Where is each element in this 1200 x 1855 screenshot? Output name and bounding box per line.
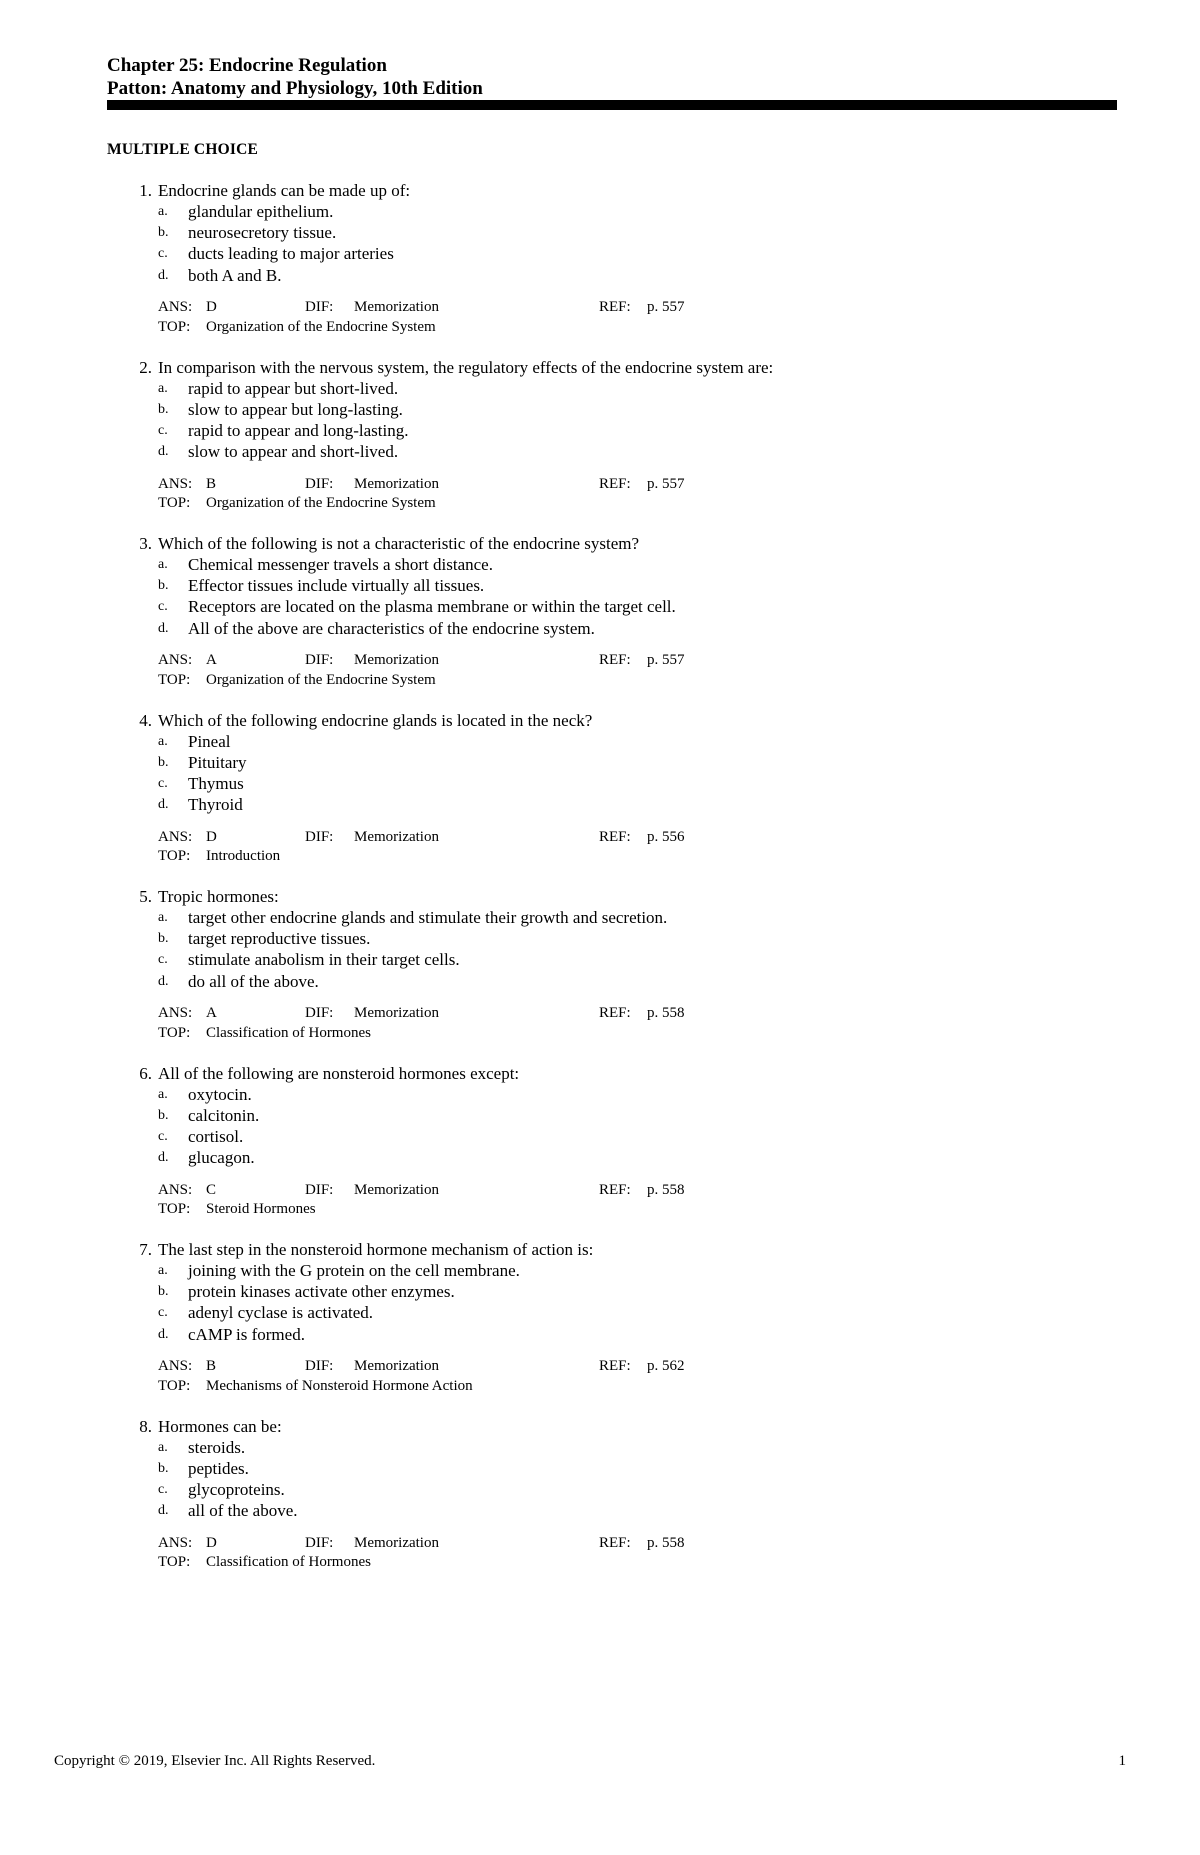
option-text: Pituitary bbox=[188, 752, 247, 772]
option-text: Thyroid bbox=[188, 795, 243, 815]
page-reference: p. 558 bbox=[647, 1534, 685, 1551]
ans-label: ANS: bbox=[158, 1534, 193, 1551]
reference-label: REF: bbox=[599, 652, 631, 668]
header-divider bbox=[107, 100, 1117, 110]
answer-key: B bbox=[206, 1358, 217, 1374]
option-text: Pineal bbox=[188, 731, 231, 751]
topic-label: TOP: bbox=[158, 848, 191, 864]
difficulty-label: DIF: bbox=[305, 1005, 334, 1021]
option-letter: b. bbox=[158, 1284, 169, 1300]
book-title: Patton: Anatomy and Physiology, 10th Edition bbox=[107, 78, 483, 99]
ans-label: ANS: bbox=[158, 1181, 193, 1198]
option-letter: b. bbox=[158, 401, 169, 417]
option-letter: a. bbox=[158, 733, 168, 749]
topic-value: Mechanisms of Nonsteroid Hormone Action bbox=[206, 1377, 473, 1394]
topic-label: TOP: bbox=[158, 495, 191, 511]
answer-key-row bbox=[158, 298, 858, 318]
answer-key-row bbox=[158, 1357, 858, 1377]
option-letter: b. bbox=[158, 1460, 169, 1476]
ans-label: ANS: bbox=[158, 475, 193, 492]
question-number: 2. bbox=[139, 357, 152, 377]
option-text: Effector tissues include virtually all tissues. bbox=[188, 576, 485, 596]
reference-label: REF: bbox=[599, 828, 631, 845]
answer-metadata bbox=[158, 1004, 858, 1043]
option-letter: a. bbox=[158, 910, 168, 925]
option-text: target other endocrine glands and stimulate their growth and secretion. bbox=[188, 908, 668, 927]
topic-row bbox=[158, 318, 858, 338]
difficulty-label: DIF: bbox=[305, 828, 334, 845]
answer-key: D bbox=[206, 299, 217, 315]
question-stem: Tropic hormones: bbox=[158, 887, 279, 906]
question-item bbox=[107, 710, 1117, 887]
option-text: All of the above are characteristics of the endocrine system. bbox=[188, 618, 595, 638]
page-reference: p. 558 bbox=[647, 1005, 685, 1021]
difficulty-value: Memorization bbox=[354, 652, 439, 668]
ans-label: ANS: bbox=[158, 1358, 193, 1374]
answer-key: B bbox=[206, 475, 217, 492]
option-text: calcitonin. bbox=[188, 1105, 260, 1125]
reference-label: REF: bbox=[599, 1005, 631, 1021]
topic-value: Classification of Hormones bbox=[206, 1024, 371, 1041]
ans-label: ANS: bbox=[158, 828, 193, 845]
answer-key-row bbox=[158, 651, 858, 671]
option-letter: c. bbox=[158, 1128, 168, 1144]
question-number: 7. bbox=[139, 1240, 152, 1259]
topic-label: TOP: bbox=[158, 671, 191, 688]
document-header bbox=[107, 54, 1117, 100]
ans-label: ANS: bbox=[158, 1005, 193, 1021]
question-stem: Which of the following endocrine glands is located in the neck? bbox=[158, 710, 593, 730]
option-text: oxytocin. bbox=[188, 1084, 252, 1104]
reference-label: REF: bbox=[599, 475, 631, 492]
option-letter: b. bbox=[158, 1107, 169, 1123]
option-text: both A and B. bbox=[188, 265, 282, 285]
option-letter: b. bbox=[158, 225, 169, 241]
page-reference: p. 562 bbox=[647, 1358, 685, 1374]
topic-value: Steroid Hormones bbox=[206, 1201, 316, 1217]
page-reference: p. 557 bbox=[647, 475, 685, 492]
difficulty-value: Memorization bbox=[354, 1181, 439, 1198]
page-reference: p. 557 bbox=[647, 299, 685, 315]
ans-label: ANS: bbox=[158, 652, 193, 668]
option-letter: d. bbox=[158, 1326, 169, 1342]
option-text: Thymus bbox=[188, 773, 244, 793]
option-text: joining with the G protein on the cell membrane. bbox=[188, 1261, 520, 1280]
topic-row bbox=[158, 671, 858, 691]
option-text: rapid to appear and long-lasting. bbox=[188, 420, 409, 440]
question-item bbox=[107, 1063, 1117, 1240]
difficulty-label: DIF: bbox=[305, 652, 334, 668]
answer-key-row bbox=[158, 828, 858, 848]
option-letter: a. bbox=[158, 1263, 168, 1278]
topic-row bbox=[158, 1553, 858, 1573]
option-text: Chemical messenger travels a short distance. bbox=[188, 555, 493, 574]
option-letter: c. bbox=[158, 246, 168, 262]
difficulty-value: Memorization bbox=[354, 299, 439, 315]
option-text: target reproductive tissues. bbox=[188, 929, 371, 949]
option-letter: a. bbox=[158, 204, 168, 219]
option-text: adenyl cyclase is activated. bbox=[188, 1303, 374, 1323]
difficulty-value: Memorization bbox=[354, 1534, 439, 1551]
page-number: 1 bbox=[1118, 1753, 1126, 1769]
option-letter: d. bbox=[158, 1150, 169, 1166]
reference-label: REF: bbox=[599, 299, 631, 315]
topic-row bbox=[158, 1377, 858, 1397]
option-text: steroids. bbox=[188, 1437, 246, 1457]
option-letter: c. bbox=[158, 952, 168, 968]
copyright-notice: Copyright © 2019, Elsevier Inc. All Rights Reserved. bbox=[54, 1753, 376, 1769]
option-letter: d. bbox=[158, 444, 169, 460]
option-text: glandular epithelium. bbox=[188, 202, 334, 221]
question-item bbox=[107, 1239, 1117, 1416]
option-text: all of the above. bbox=[188, 1501, 298, 1521]
question-stem: Endocrine glands can be made up of: bbox=[158, 181, 411, 200]
option-text: stimulate anabolism in their target cells. bbox=[188, 950, 460, 970]
question-stem: Hormones can be: bbox=[158, 1416, 282, 1436]
option-text: neurosecretory tissue. bbox=[188, 223, 337, 243]
reference-label: REF: bbox=[599, 1358, 631, 1374]
option-letter: d. bbox=[158, 620, 169, 636]
topic-label: TOP: bbox=[158, 1554, 191, 1570]
option-text: cortisol. bbox=[188, 1126, 244, 1146]
topic-value: Organization of the Endocrine System bbox=[206, 495, 436, 511]
answer-key: A bbox=[206, 1005, 217, 1021]
option-text: slow to appear and short-lived. bbox=[188, 442, 399, 462]
answer-key-row bbox=[158, 475, 858, 495]
option-text: ducts leading to major arteries bbox=[188, 244, 394, 264]
option-text: Receptors are located on the plasma membrane or within the target cell. bbox=[188, 597, 676, 617]
topic-label: TOP: bbox=[158, 1377, 191, 1394]
difficulty-value: Memorization bbox=[354, 828, 439, 845]
option-text: peptides. bbox=[188, 1458, 249, 1478]
topic-value: Introduction bbox=[206, 848, 281, 864]
option-text: rapid to appear but short-lived. bbox=[188, 378, 399, 398]
answer-key-row bbox=[158, 1181, 858, 1201]
question-item bbox=[107, 180, 1117, 357]
page-reference: p. 556 bbox=[647, 828, 685, 845]
option-letter: b. bbox=[158, 578, 169, 594]
question-stem: All of the following are nonsteroid hormones except: bbox=[158, 1063, 520, 1083]
option-letter: a. bbox=[158, 1439, 168, 1455]
difficulty-label: DIF: bbox=[305, 299, 334, 315]
topic-value: Classification of Hormones bbox=[206, 1554, 371, 1570]
difficulty-label: DIF: bbox=[305, 1181, 334, 1198]
answer-key: D bbox=[206, 828, 217, 845]
reference-label: REF: bbox=[599, 1534, 631, 1551]
question-number: 4. bbox=[139, 710, 152, 730]
option-letter: d. bbox=[158, 973, 169, 989]
page-reference: p. 558 bbox=[647, 1181, 685, 1198]
question-item bbox=[107, 1416, 1117, 1593]
topic-row bbox=[158, 847, 858, 867]
answer-metadata bbox=[158, 1181, 858, 1220]
difficulty-value: Memorization bbox=[354, 475, 439, 492]
option-letter: b. bbox=[158, 931, 169, 947]
option-text: cAMP is formed. bbox=[188, 1324, 305, 1344]
topic-row bbox=[158, 1024, 858, 1044]
topic-row bbox=[158, 1200, 858, 1220]
option-letter: c. bbox=[158, 1481, 168, 1497]
question-stem: In comparison with the nervous system, the regulatory effects of the endocrine system are: bbox=[158, 357, 774, 377]
option-letter: a. bbox=[158, 380, 168, 396]
answer-key: C bbox=[206, 1181, 217, 1198]
topic-label: TOP: bbox=[158, 318, 191, 335]
question-item bbox=[107, 886, 1117, 1063]
question-stem: Which of the following is not a characteristic of the endocrine system? bbox=[158, 534, 640, 553]
option-letter: a. bbox=[158, 557, 168, 572]
option-letter: c. bbox=[158, 1305, 168, 1321]
topic-label: TOP: bbox=[158, 1024, 191, 1041]
answer-metadata bbox=[158, 475, 858, 514]
answer-metadata bbox=[158, 1534, 858, 1573]
option-text: do all of the above. bbox=[188, 971, 319, 991]
ans-label: ANS: bbox=[158, 299, 193, 315]
difficulty-value: Memorization bbox=[354, 1358, 439, 1374]
question-number: 3. bbox=[139, 534, 152, 553]
difficulty-value: Memorization bbox=[354, 1005, 439, 1021]
option-text: protein kinases activate other enzymes. bbox=[188, 1282, 455, 1302]
difficulty-label: DIF: bbox=[305, 475, 334, 492]
answer-metadata bbox=[158, 651, 858, 690]
answer-metadata bbox=[158, 298, 858, 337]
option-letter: d. bbox=[158, 797, 169, 813]
question-number: 8. bbox=[139, 1416, 152, 1436]
option-letter: c. bbox=[158, 599, 168, 615]
option-letter: c. bbox=[158, 775, 168, 791]
option-text: glucagon. bbox=[188, 1148, 255, 1168]
answer-key: D bbox=[206, 1534, 217, 1551]
answer-key: A bbox=[206, 652, 217, 668]
option-letter: d. bbox=[158, 267, 169, 283]
question-list bbox=[107, 180, 1117, 1592]
topic-label: TOP: bbox=[158, 1201, 191, 1217]
option-text: slow to appear but long-lasting. bbox=[188, 399, 403, 419]
difficulty-label: DIF: bbox=[305, 1358, 334, 1374]
option-text: glycoproteins. bbox=[188, 1479, 285, 1499]
answer-metadata bbox=[158, 828, 858, 867]
option-letter: d. bbox=[158, 1503, 169, 1519]
difficulty-label: DIF: bbox=[305, 1534, 334, 1551]
answer-key-row bbox=[158, 1004, 858, 1024]
question-item bbox=[107, 357, 1117, 534]
answer-key-row bbox=[158, 1534, 858, 1554]
question-item bbox=[107, 533, 1117, 710]
option-letter: c. bbox=[158, 422, 168, 438]
topic-value: Organization of the Endocrine System bbox=[206, 318, 436, 335]
option-letter: b. bbox=[158, 754, 169, 770]
topic-value: Organization of the Endocrine System bbox=[206, 671, 436, 688]
section-heading: MULTIPLE CHOICE bbox=[107, 141, 258, 158]
page-reference: p. 557 bbox=[647, 652, 685, 668]
topic-row bbox=[158, 494, 858, 514]
question-stem: The last step in the nonsteroid hormone mechanism of action is: bbox=[158, 1240, 594, 1259]
question-number: 1. bbox=[139, 181, 152, 200]
question-number: 6. bbox=[139, 1063, 152, 1083]
chapter-title: Chapter 25: Endocrine Regulation bbox=[107, 55, 387, 76]
option-letter: a. bbox=[158, 1086, 168, 1102]
question-number: 5. bbox=[139, 887, 152, 906]
answer-metadata bbox=[158, 1357, 858, 1396]
reference-label: REF: bbox=[599, 1181, 631, 1198]
